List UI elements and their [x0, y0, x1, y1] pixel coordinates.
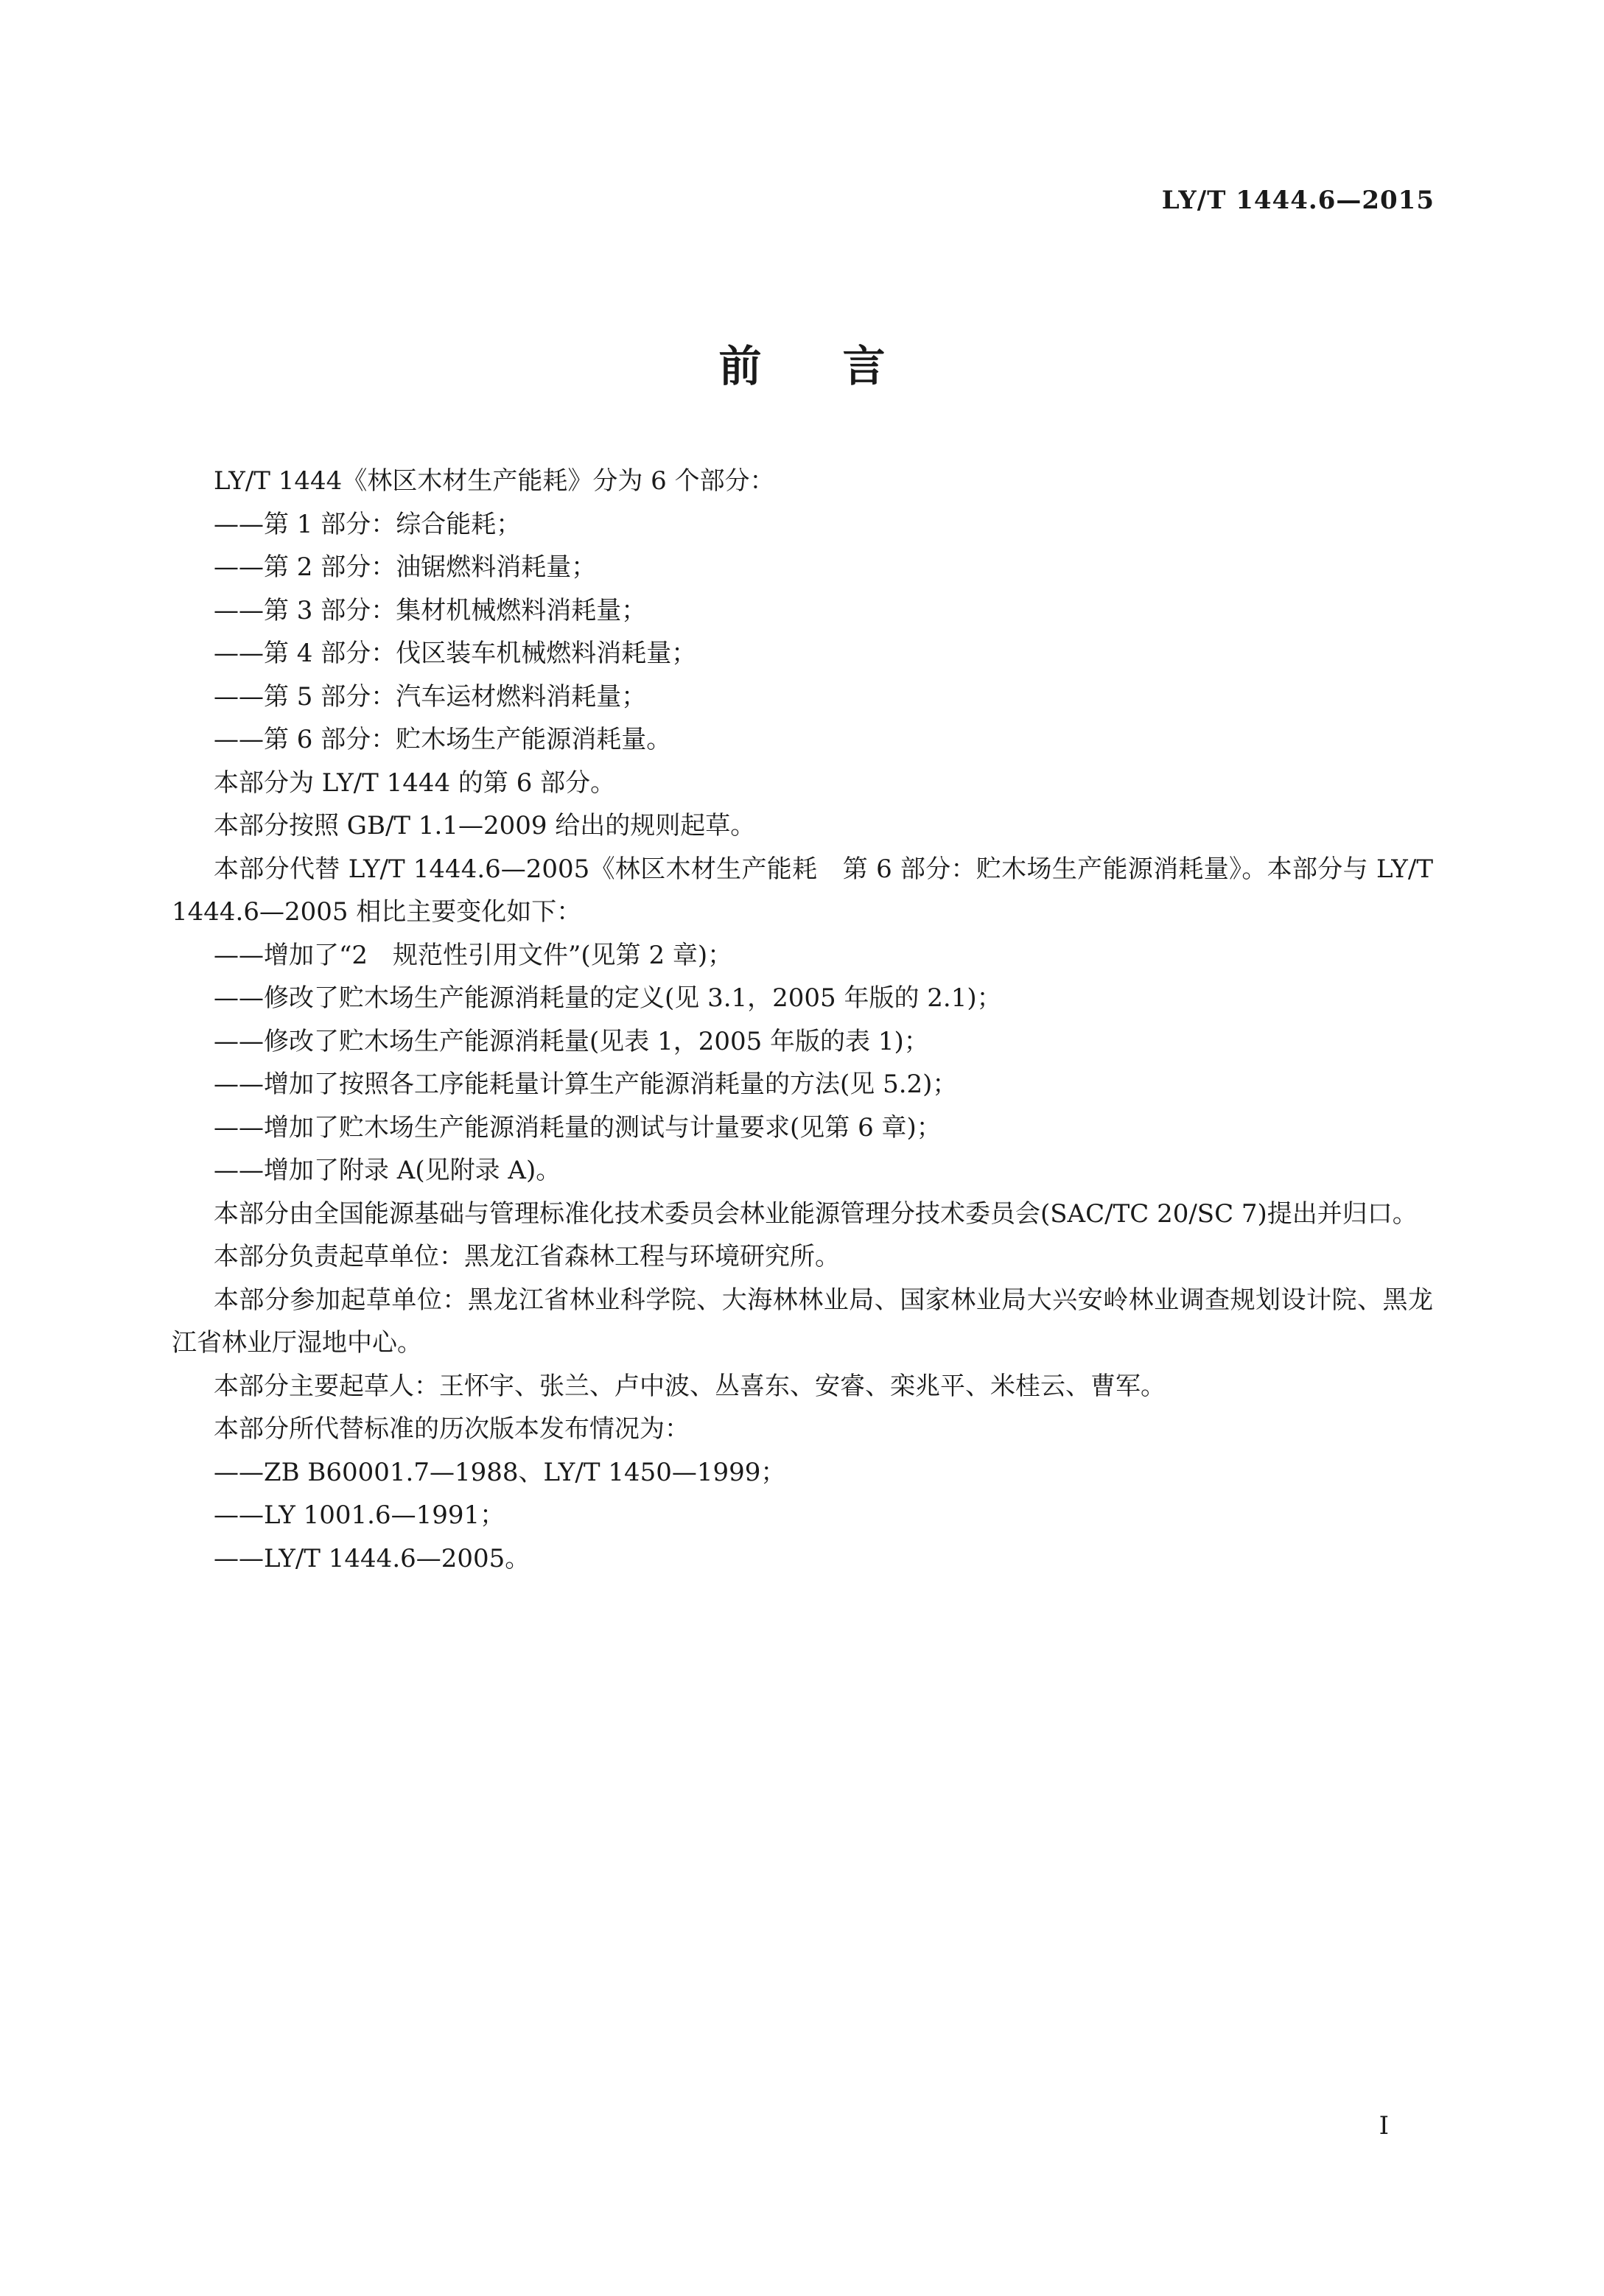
- list-item: ——第 5 部分：汽车运材燃料消耗量；: [214, 681, 647, 712]
- paragraph: 本部分代替 LY/T 1444.6—2005《林区木材生产能耗 第 6 部分：贮木场生产能源消耗量》。本部分与 LY/T 1444.6—2005 相比主要变化如下：: [172, 854, 1433, 927]
- foreword-body: [172, 460, 1433, 1580]
- list-item: ——第 6 部分：贮木场生产能源消耗量。: [214, 725, 672, 754]
- paragraph: 本部分主要起草人：王怀宇、张兰、卢中波、丛喜东、安睿、栾兆平、米桂云、曹军。: [214, 1371, 1166, 1401]
- list-item: ——第 2 部分：油锯燃料消耗量；: [214, 552, 597, 582]
- paragraph: 本部分按照 GB/T 1.1—2009 给出的规则起草。: [214, 811, 756, 840]
- list-item: ——修改了贮木场生产能源消耗量的定义(见 3.1，2005 年版的 2.1)；: [214, 983, 1002, 1013]
- paragraph: 本部分负责起草单位：黑龙江省森林工程与环境研究所。: [214, 1242, 840, 1271]
- paragraph: 本部分由全国能源基础与管理标准化技术委员会林业能源管理分技术委员会(SAC/TC 20/SC 7)提出并归口。: [214, 1198, 1418, 1229]
- list-item: ——LY/T 1444.6—2005。: [214, 1543, 530, 1573]
- paragraph: 本部分为 LY/T 1444 的第 6 部分。: [214, 768, 616, 798]
- list-item: ——ZB B60001.7—1988、LY/T 1450—1999；: [214, 1457, 786, 1487]
- standard-number: LY/T 1444.6—2015: [1161, 186, 1435, 215]
- list-item: ——第 3 部分：集材机械燃料消耗量；: [214, 595, 647, 625]
- list-item: ——增加了贮木场生产能源消耗量的测试与计量要求(见第 6 章)；: [214, 1112, 942, 1142]
- list-item: ——增加了附录 A(见附录 A)。: [214, 1156, 561, 1185]
- paragraph: LY/T 1444《林区木材生产能耗》分为 6 个部分：: [214, 466, 775, 496]
- list-item: ——第 1 部分：综合能耗；: [214, 509, 522, 539]
- page-number: I: [1379, 2111, 1389, 2141]
- paragraph: 本部分参加起草单位：黑龙江省林业科学院、大海林林业局、国家林业局大兴安岭林业调查规划设计院、黑龙江省林业厅湿地中心。: [172, 1285, 1433, 1358]
- paragraph: 本部分所代替标准的历次版本发布情况为：: [214, 1414, 690, 1444]
- list-item: ——LY 1001.6—1991；: [214, 1500, 505, 1530]
- page-title: 前言: [718, 341, 967, 391]
- list-item: ——修改了贮木场生产能源消耗量(见表 1，2005 年版的表 1)；: [214, 1026, 929, 1056]
- list-item: ——增加了“2 规范性引用文件”(见第 2 章)；: [214, 940, 733, 970]
- list-item: ——增加了按照各工序能耗量计算生产能源消耗量的方法(见 5.2)；: [214, 1070, 958, 1099]
- list-item: ——第 4 部分：伐区装车机械燃料消耗量；: [214, 639, 697, 668]
